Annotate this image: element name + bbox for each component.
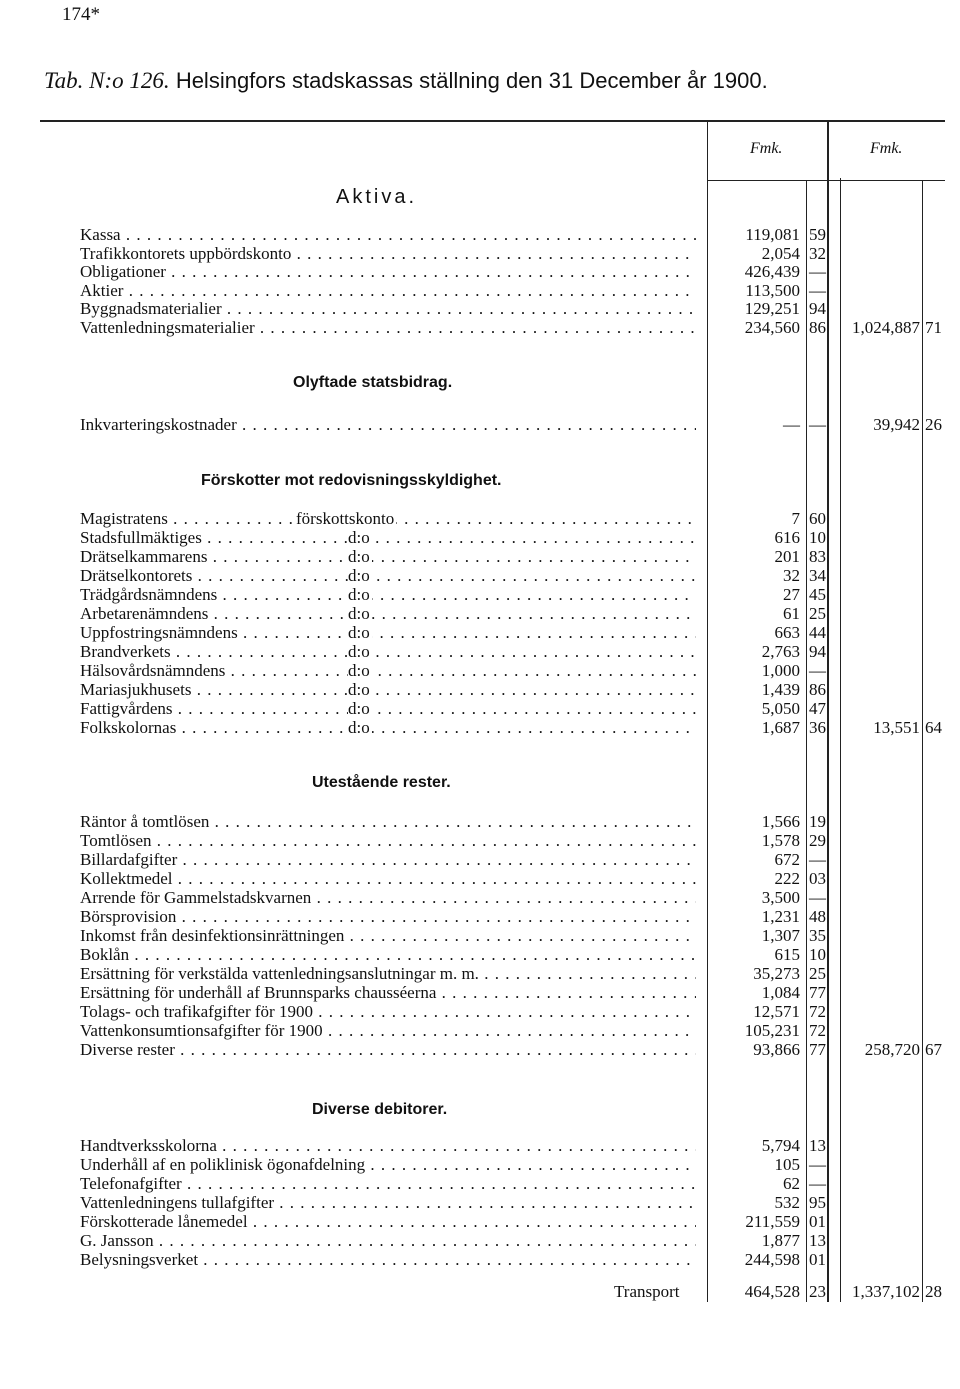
amount-b: — [809, 415, 826, 434]
table-row [0, 1174, 960, 1193]
table-row [0, 1136, 960, 1155]
row-sublabel: d:o [348, 623, 370, 642]
row-label [80, 699, 696, 719]
table-row [0, 850, 960, 869]
row-label [80, 1174, 696, 1194]
amount-a: 1,687 [761, 718, 800, 737]
row-label [80, 1212, 696, 1232]
row-label-text: Telefonafgifter [80, 1174, 182, 1193]
row-label [80, 299, 696, 319]
row-label-text: Inkomst från desinfektionsinrättningen [80, 926, 345, 945]
amount-b: 95 [809, 1193, 826, 1212]
row-label-text: Hälsovårdsnämndens [80, 661, 226, 680]
row-sublabel: d:o [348, 718, 370, 737]
row-label-text: Handtverksskolorna [80, 1136, 217, 1155]
table-row [0, 1212, 960, 1231]
amount-c: 39,942 [873, 415, 920, 434]
table-row [0, 907, 960, 926]
row-label-text: Mariasjukhusets [80, 680, 192, 699]
amount-a: 1,084 [761, 983, 800, 1002]
row-label-text: Vattenledningens tullafgifter [80, 1193, 275, 1212]
row-label [80, 661, 696, 681]
title-rule [40, 120, 945, 122]
amount-b: 94 [809, 642, 826, 661]
amount-b: 13 [809, 1231, 826, 1250]
amount-b: 72 [809, 1002, 826, 1021]
table-row [0, 604, 960, 623]
row-label-text: Aktier [80, 280, 124, 300]
amount-b: — [809, 262, 826, 282]
amount-a: 61 [783, 604, 800, 623]
table-row [0, 415, 960, 434]
row-label [80, 1002, 696, 1022]
row-label [80, 262, 696, 282]
row-label [80, 1231, 696, 1251]
amount-b: 86 [809, 680, 826, 699]
row-label-text: Trädgårdsnämndens [80, 585, 218, 604]
amount-b: 25 [809, 604, 826, 623]
row-label-text: Tolags- och trafikafgifter för 1900 [80, 1002, 313, 1021]
table-row [0, 718, 960, 737]
table-number: Tab. N:o 126. [44, 68, 170, 93]
row-sublabel: d:o [348, 642, 370, 661]
amount-a: 615 [774, 945, 800, 964]
row-label [80, 945, 696, 965]
column-rule [806, 180, 807, 1302]
amount-b: 45 [809, 585, 826, 604]
row-label-text: Boklån [80, 945, 130, 964]
amount-b: 59 [809, 225, 826, 244]
amount-a: 35,273 [753, 964, 800, 983]
amount-a: 1,578 [761, 831, 800, 850]
row-label [80, 623, 696, 643]
table-row [0, 299, 960, 318]
amount-c: 13,551 [873, 718, 920, 737]
row-sublabel: d:o [348, 680, 370, 699]
amount-b: 72 [809, 1021, 826, 1040]
table-row [0, 699, 960, 718]
amount-a: 27 [783, 585, 800, 604]
amount-b: 10 [809, 945, 826, 964]
amount-a: 7 [791, 509, 800, 528]
amount-a: 2,763 [761, 642, 800, 661]
amount-b: 86 [809, 318, 826, 337]
row-label-text: Börsprovision [80, 907, 177, 926]
amount-b: 83 [809, 547, 826, 566]
row-label [80, 415, 696, 435]
table-row [0, 1193, 960, 1212]
row-label [80, 585, 696, 605]
amount-b: — [809, 1155, 826, 1174]
amount-b: 36 [809, 718, 826, 737]
amount-a: 426,439 [744, 262, 800, 282]
row-label [80, 1136, 696, 1156]
row-sublabel: d:o [348, 699, 370, 718]
amount-b: 10 [809, 528, 826, 547]
table-row [0, 661, 960, 680]
row-label-text: Tomtlösen [80, 831, 152, 850]
row-label-text: Byggnadsmaterialier [80, 299, 222, 319]
header-rule [707, 180, 945, 181]
row-label [80, 1021, 696, 1041]
row-sublabel: d:o [348, 547, 370, 566]
row-label-text: Vattenkonsumtionsafgifter för 1900 [80, 1021, 323, 1040]
amount-a: 3,500 [761, 888, 800, 907]
row-label [80, 1040, 696, 1060]
amount-a: 12,571 [753, 1002, 800, 1021]
amount-a: 234,560 [744, 318, 800, 337]
table-row [0, 244, 960, 263]
row-label-text: Vattenledningsmaterialier [80, 318, 255, 337]
amount-c: 1,024,887 [852, 318, 920, 337]
page-title [44, 68, 768, 94]
row-label [80, 547, 696, 567]
amount-d: 26 [925, 415, 942, 434]
table-row [0, 680, 960, 699]
row-sublabel: d:o [348, 528, 370, 547]
row-label [80, 888, 696, 908]
table-row [0, 964, 960, 983]
row-sublabel: d:o [348, 585, 370, 604]
transport-label: Transport [614, 1282, 680, 1301]
amount-b: 03 [809, 869, 826, 888]
table-row [0, 945, 960, 964]
table-row [0, 1155, 960, 1174]
amount-b: 32 [809, 243, 826, 263]
table-row [0, 1002, 960, 1021]
row-label-text: Räntor å tomtlösen [80, 812, 210, 831]
column-rule [922, 180, 923, 1302]
amount-b: — [809, 850, 826, 869]
amount-b: — [809, 280, 826, 300]
amount-b: 47 [809, 699, 826, 718]
row-label-text: Trafikkontorets uppbördskonto [80, 243, 292, 263]
column-header-fmk: Fmk. [750, 140, 783, 157]
row-label [80, 850, 696, 870]
amount-a: 62 [783, 1174, 800, 1193]
table-row [0, 983, 960, 1002]
amount-a: 93,866 [753, 1040, 800, 1059]
amount-b: 48 [809, 907, 826, 926]
column-rule [840, 178, 841, 1302]
amount-b: 60 [809, 509, 826, 528]
amount-d: 64 [925, 718, 942, 737]
table-row [0, 585, 960, 604]
amount-a: 1,439 [761, 680, 800, 699]
amount-b: — [809, 1174, 826, 1193]
row-label [80, 528, 696, 548]
row-label-text: Obligationer [80, 262, 166, 282]
row-label [80, 926, 696, 946]
amount-a: — [783, 415, 800, 434]
amount-a: 32 [783, 566, 800, 585]
amount-b: 25 [809, 964, 826, 983]
table-row [0, 1040, 960, 1059]
amount-a: 672 [774, 850, 800, 869]
table-row [0, 831, 960, 850]
row-label [80, 831, 696, 851]
row-label [80, 318, 696, 338]
table-row [0, 1231, 960, 1250]
section-heading-olyftade: Olyftade statsbidrag. [293, 374, 453, 391]
row-label-text: Uppfostringsnämndens [80, 623, 238, 642]
row-label-text: G. Jansson [80, 1231, 154, 1250]
amount-a: 201 [774, 547, 800, 566]
title-text: Helsingfors stadskassas ställning den 31 December år 1900. [175, 68, 768, 93]
row-label-text: Drätselkammarens [80, 547, 208, 566]
amount-a: 113,500 [745, 280, 800, 300]
row-label-text: Kollektmedel [80, 869, 173, 888]
row-label-text: Fattigvårdens [80, 699, 173, 718]
table-row [0, 888, 960, 907]
amount-b: 01 [809, 1212, 826, 1231]
table-row [0, 509, 960, 528]
table-row [0, 926, 960, 945]
amount-a: 1,877 [761, 1231, 800, 1250]
amount-a: 532 [774, 1193, 800, 1212]
row-label [80, 642, 696, 662]
row-sublabel: förskottskonto [296, 509, 395, 528]
amount-b: 77 [809, 983, 826, 1002]
page-number: 174* [62, 4, 100, 25]
row-label-text: Brandverkets [80, 642, 171, 661]
transport-amount-a: 464,528 [744, 1282, 800, 1301]
amount-a: 211,559 [745, 1212, 800, 1231]
row-sublabel: d:o [348, 604, 370, 623]
row-label-text: Ersättning för verkstälda vattenledningsanslutningar m. m. [80, 964, 479, 983]
row-label-text: Belysningsverket [80, 1250, 199, 1269]
transport-amount-b: 23 [809, 1282, 826, 1301]
section-heading-forskotter: Förskotter mot redovisningsskyldighet. [201, 472, 502, 489]
row-label-text: Drätselkontorets [80, 566, 193, 585]
row-label [80, 281, 696, 301]
amount-b: 34 [809, 566, 826, 585]
table-row [0, 225, 960, 244]
amount-c: 258,720 [864, 1040, 920, 1059]
amount-b: 29 [809, 831, 826, 850]
row-label [80, 964, 696, 984]
amount-a: 2,054 [761, 243, 800, 263]
row-label [80, 983, 696, 1003]
table-row [0, 623, 960, 642]
amount-a: 1,000 [761, 661, 800, 680]
row-label-text: Folkskolornas [80, 718, 177, 737]
amount-a: 244,598 [744, 1250, 800, 1269]
column-header-fmk: Fmk. [870, 140, 903, 157]
amount-d: 71 [925, 318, 942, 337]
table-row [0, 566, 960, 585]
amount-a: 105 [774, 1155, 800, 1174]
amount-b: — [809, 661, 826, 680]
table-row [0, 281, 960, 300]
row-label-text: Billardafgifter [80, 850, 178, 869]
table-row [0, 812, 960, 831]
amount-a: 5,050 [761, 699, 800, 718]
table-row [0, 528, 960, 547]
table-row [0, 262, 960, 281]
amount-a: 222 [774, 869, 800, 888]
transport-amount-c: 1,337,102 [852, 1282, 920, 1301]
amount-b: 01 [809, 1250, 826, 1269]
row-label-text: Ersättning för underhåll af Brunnsparks chausséerna [80, 983, 437, 1002]
row-label [80, 869, 696, 889]
row-label-text: Stadsfullmäktiges [80, 528, 202, 547]
row-label [80, 604, 696, 624]
amount-b: 35 [809, 926, 826, 945]
section-heading-aktiva: Aktiva. [336, 186, 418, 208]
row-label [80, 1250, 696, 1270]
row-sublabel: d:o [348, 566, 370, 585]
row-label [80, 244, 696, 264]
table-row [0, 1250, 960, 1269]
row-label-text: Kassa [80, 225, 121, 244]
amount-b: 19 [809, 812, 826, 831]
row-label [80, 1155, 696, 1175]
table-row [0, 642, 960, 661]
amount-a: 616 [774, 528, 800, 547]
row-label-text: Inkvarteringskostnader [80, 415, 237, 434]
amount-b: 44 [809, 623, 826, 642]
amount-b: 94 [809, 299, 826, 319]
row-label [80, 680, 696, 700]
row-label [80, 566, 696, 586]
row-label-text: Förskotterade lånemedel [80, 1212, 248, 1231]
amount-a: 1,566 [761, 812, 800, 831]
transport-amount-d: 28 [925, 1282, 942, 1301]
row-label [80, 225, 696, 245]
row-label [80, 718, 696, 738]
amount-a: 105,231 [744, 1021, 800, 1040]
row-label-text: Diverse rester [80, 1040, 175, 1059]
amount-a: 129,251 [744, 299, 800, 319]
amount-b: — [809, 888, 826, 907]
amount-a: 1,231 [761, 907, 800, 926]
table-row [0, 869, 960, 888]
row-label [80, 1193, 696, 1213]
row-label [80, 812, 696, 832]
amount-d: 67 [925, 1040, 942, 1059]
table-row [0, 1021, 960, 1040]
row-sublabel: d:o [348, 661, 370, 680]
amount-a: 5,794 [761, 1136, 800, 1155]
amount-a: 663 [774, 623, 800, 642]
section-heading-diverse: Diverse debitorer. [312, 1101, 448, 1118]
amount-a: 119,081 [745, 225, 800, 244]
row-label-text: Underhåll af en poliklinisk ögonafdelning [80, 1155, 366, 1174]
row-label-text: Arbetarenämndens [80, 604, 209, 623]
row-label-text: Arrende för Gammelstadskvarnen [80, 888, 312, 907]
row-label-text: Magistratens [80, 509, 168, 528]
amount-b: 13 [809, 1136, 826, 1155]
row-label [80, 907, 696, 927]
amount-a: 1,307 [761, 926, 800, 945]
amount-b: 77 [809, 1040, 826, 1059]
section-heading-utestaende: Utestående rester. [312, 774, 451, 791]
table-row [0, 318, 960, 337]
table-row [0, 547, 960, 566]
